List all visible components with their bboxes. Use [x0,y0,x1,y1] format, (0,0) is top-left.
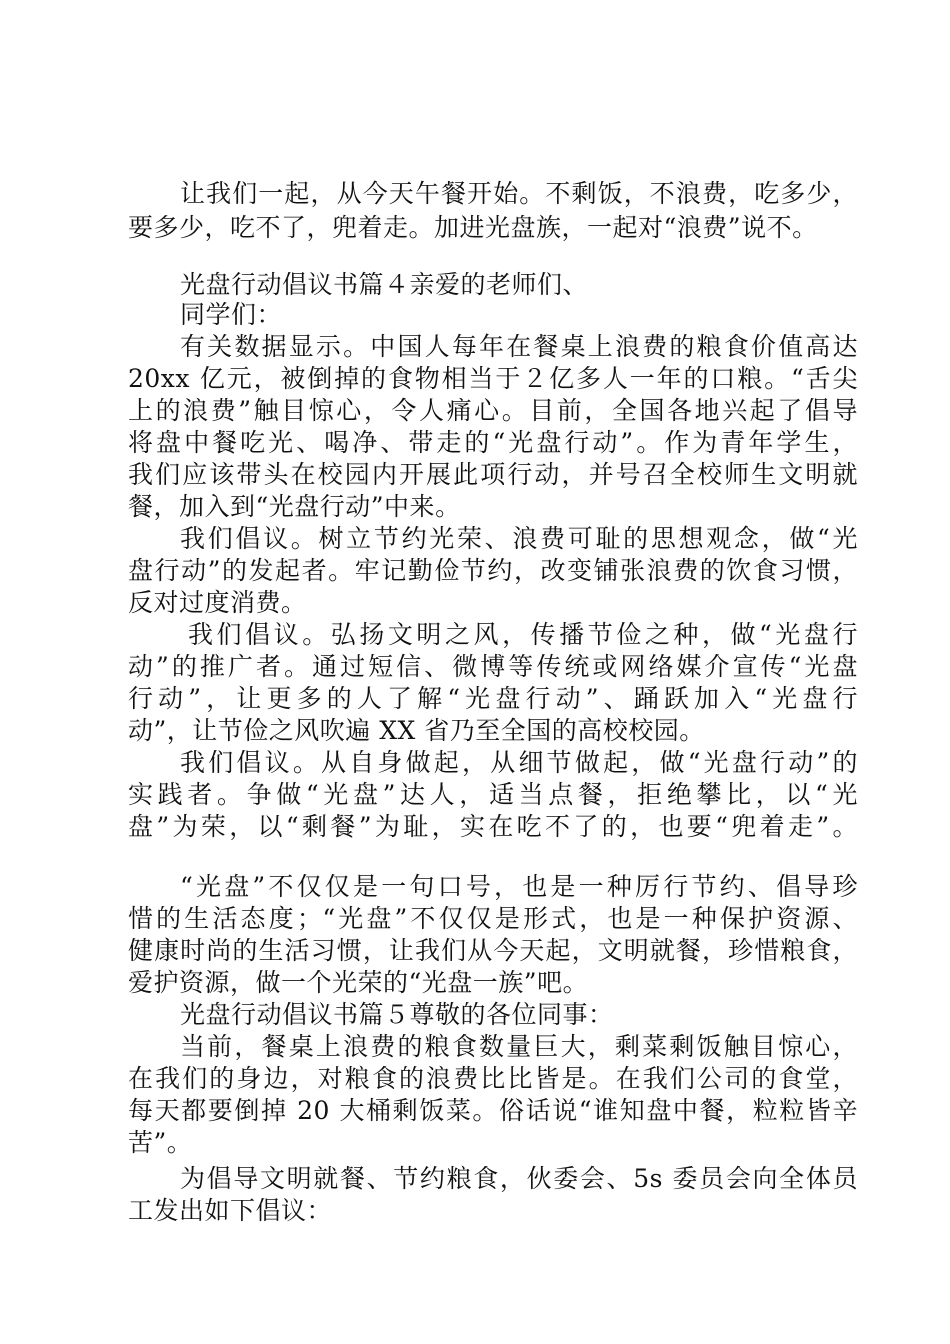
text-line: 爱护资源，做一个光荣的“光盘一族”吧。 [128,968,589,997]
text-line: 我们倡议。弘扬文明之风，传播节俭之种，做“光盘行 [188,620,858,649]
text-line: 我们倡议。树立节约光荣、浪费可耻的思想观念，做“光 [180,524,858,553]
text-line: 苦”。 [128,1128,193,1157]
text-line: 当前，餐桌上浪费的粮食数量巨大，剩菜剩饭触目惊心， [180,1032,858,1061]
text-line: 工发出如下倡议： [128,1196,333,1225]
text-line: 每天都要倒掉 20 大桶剩饭菜。俗话说“谁知盘中餐，粒粒皆辛 [128,1096,858,1125]
text-line: 20xx 亿元，被倒掉的食物相当于２亿多人一年的口粮。“舌尖 [128,364,858,393]
text-line: 动”的推广者。通过短信、微博等传统或网络媒介宣传“光盘 [128,652,858,681]
text-line: 我们倡议。从自身做起，从细节做起，做“光盘行动”的 [180,748,858,777]
text-line: 行动”，让更多的人了解“光盘行动”、踊跃加入“光盘行 [128,684,859,713]
section-heading: 光盘行动倡议书篇４亲爱的老师们、 [180,270,589,299]
text-line: “光盘”不仅仅是一句口号，也是一种厉行节约、倡导珍 [180,872,858,901]
text-line: 健康时尚的生活习惯，让我们从今天起，文明就餐，珍惜粮食， [128,936,858,965]
salutation: 同学们： [180,300,283,329]
text-line: 实践者。争做“光盘”达人，适当点餐，拒绝攀比，以“光 [128,780,858,809]
text-line: 动”，让节俭之风吹遍 XX 省乃至全国的高校校园。 [128,716,705,745]
text-line: 餐，加入到“光盘行动”中来。 [128,492,461,521]
text-line: 我们应该带头在校园内开展此项行动，并号召全校师生文明就 [128,460,858,489]
text-line: 将盘中餐吃光、喝净、带走的“光盘行动”。作为青年学生， [128,428,858,457]
text-line: 反对过度消费。 [128,588,307,617]
text-line: 盘行动”的发起者。牢记勤俭节约，改变铺张浪费的饮食习惯， [128,556,858,585]
text-line: 上的浪费”触目惊心，令人痛心。目前，全国各地兴起了倡导 [128,396,858,425]
text-line: 有关数据显示。中国人每年在餐桌上浪费的粮食价值高达 [180,332,858,361]
text-line: 惜的生活态度；“光盘”不仅仅是形式，也是一种保护资源、 [128,904,858,933]
section-heading: 光盘行动倡议书篇５尊敬的各位同事： [180,1000,614,1029]
text-line: 在我们的身边，对粮食的浪费比比皆是。在我们公司的食堂， [128,1064,858,1093]
text-line: 要多少，吃不了，兜着走。加进光盘族，一起对“浪费”说不。 [128,213,818,242]
text-line: 让我们一起，从今天午餐开始。不剩饭，不浪费，吃多少， [180,179,858,208]
text-line: 为倡导文明就餐、节约粮食，伙委会、5s 委员会向全体员 [180,1164,858,1193]
text-line: 盘”为荣，以“剩餐”为耻，实在吃不了的，也要“兜着走”。 [128,812,858,841]
